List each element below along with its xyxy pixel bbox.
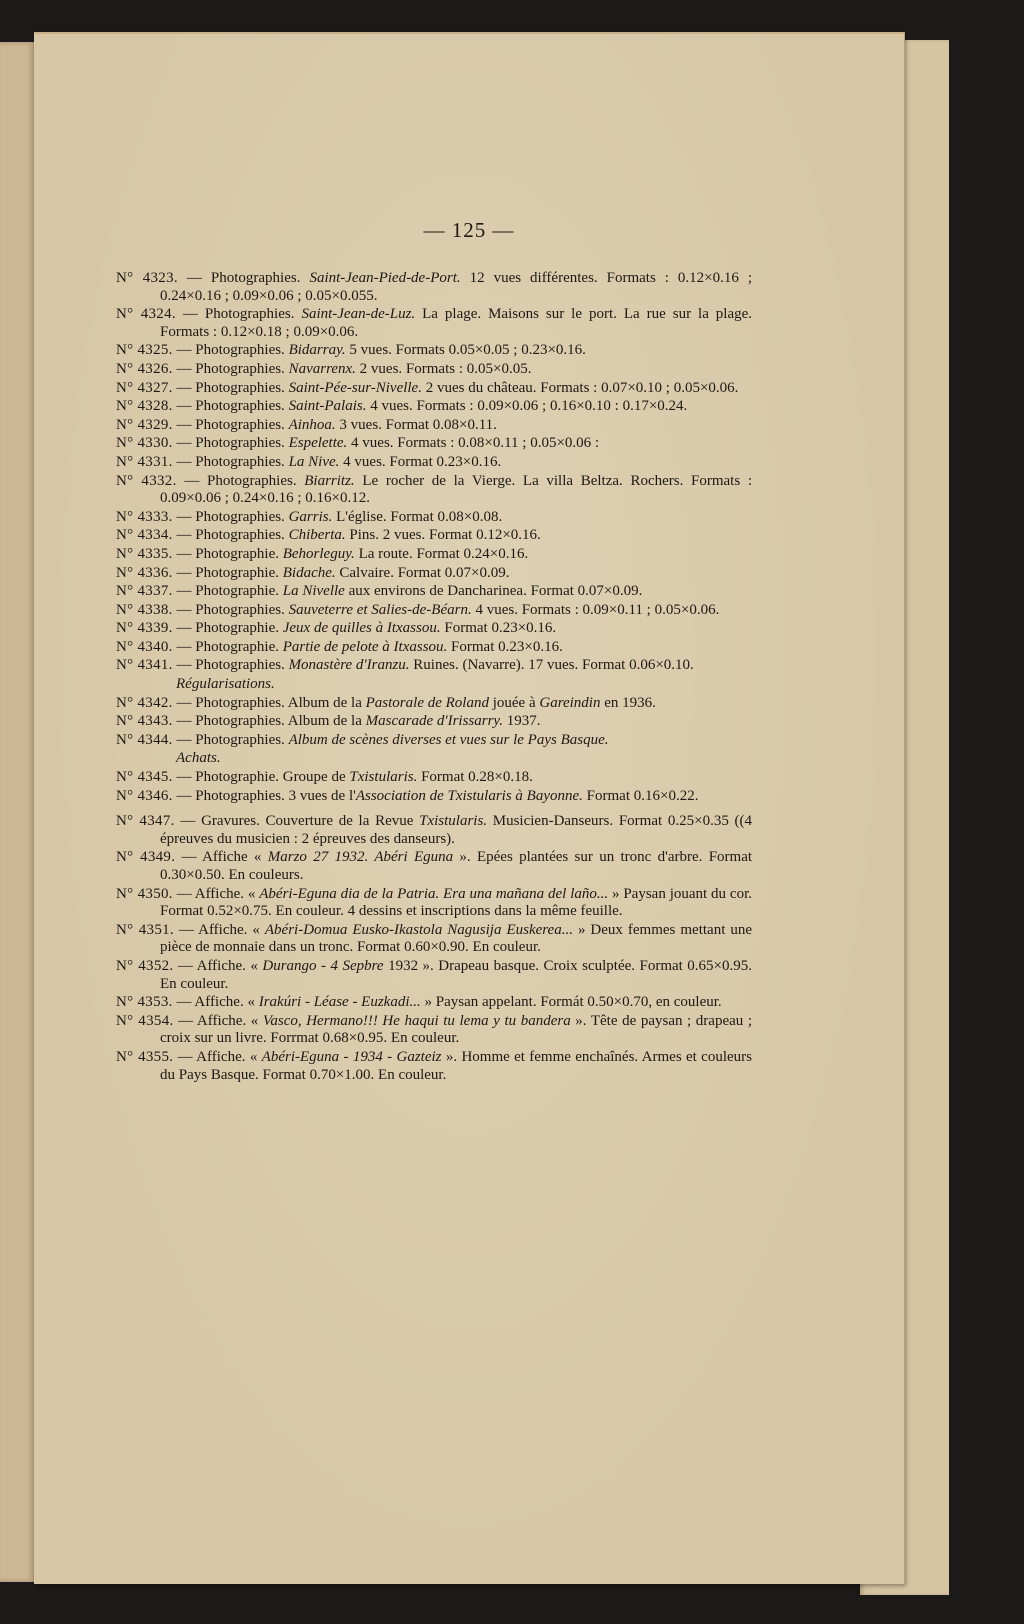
entry-title: Album de scènes diverses et vues sur le Pays Basque.: [288, 731, 609, 748]
entry-title: Abéri-Domua Eusko-Ikastola Nagusija Euskerea...: [264, 921, 573, 938]
entry-number: N° 4338.: [116, 601, 173, 618]
entry-number: N° 4355.: [116, 1048, 174, 1065]
entry-type: — Photographie.: [176, 564, 279, 581]
catalog-entry: [116, 361, 752, 379]
entry-text: «: [246, 1012, 263, 1029]
section-heading-regularisations: Régularisations.: [176, 676, 275, 693]
entry-number: N° 4347.: [116, 813, 175, 830]
catalog-entry: [116, 639, 752, 657]
entry-type: — Affiche.: [177, 957, 246, 974]
entry-title: Sauveterre et Salies-de-Béarn.: [288, 601, 472, 618]
entry-title: Mascarade d'Irissarry.: [365, 713, 504, 730]
entry-text: ». Tête de paysan ; drapeau ; croix sur un livre. Forrmat 0.68×0.95. En couleur.: [160, 1012, 753, 1047]
entry-number: N° 4337.: [116, 583, 173, 600]
catalog-entries: [116, 270, 752, 1085]
catalog-entry: [116, 527, 752, 545]
entry-text: ». Homme et femme enchaînés. Armes et couleurs du Pays Basque. Format 0.70×1.00. En couleur.: [160, 1048, 752, 1083]
entry-text: Musicien-Danseurs. Format 0.25×0.35 ((4 épreuves du musicien : 2 épreuves des danseurs).: [160, 813, 753, 847]
entry-text: «: [243, 994, 259, 1011]
entry-type: — Affiche.: [177, 1048, 246, 1065]
entry-type: — Photographies.: [186, 270, 301, 286]
entry-number: N° 4331.: [116, 453, 173, 470]
catalog-entry: [116, 732, 752, 750]
entry-title: La Nivelle: [282, 583, 345, 600]
entry-text: ». Epées plantées sur un tronc d'arbre. Format 0.30×0.50. En couleurs.: [160, 849, 753, 883]
entry-text: » Paysan jouant du cor. Format 0.52×0.75. En couleur. 4 dessins et inscriptions dans la même feuille.: [160, 885, 752, 920]
entry-text: 12 vues différentes. Formats : 0.12×0.16 ; 0.24×0.16 ; 0.09×0.06 ; 0.05×0.055.: [160, 270, 752, 304]
catalog-entry: [116, 473, 752, 508]
entry-text: 2 vues du château. Formats : 0.07×0.10 ; 0.05×0.06.: [421, 379, 739, 396]
entry-title: Bidarray.: [288, 342, 346, 359]
entry-type: — Photographies.: [176, 657, 285, 674]
entry-title: Abéri-Eguna dia de la Patria. Era una mañana del laño...: [259, 885, 609, 902]
entry-type: — Photographies.: [176, 508, 285, 525]
entry-type: — Photographies.: [176, 731, 285, 748]
entry-number: N° 4350.: [116, 885, 173, 902]
entry-number: N° 4328.: [116, 398, 173, 415]
entry-title: La Nive.: [288, 453, 340, 470]
entry-type: — Photographie.: [176, 769, 279, 786]
entry-title: Bidache.: [282, 564, 336, 581]
catalog-entry: [116, 1013, 752, 1048]
entry-type: — Photographies.: [176, 398, 285, 415]
entry-number: N° 4352.: [116, 957, 174, 974]
entry-title: Espelette.: [288, 435, 348, 452]
entry-type: — Photographies.: [176, 787, 285, 804]
entry-type: — Photographies.: [176, 601, 285, 618]
entry-type: — Photographies.: [176, 453, 285, 470]
entry-title: Gareindin: [539, 694, 601, 711]
catalog-entry: [116, 769, 752, 787]
catalog-entry: [116, 958, 752, 993]
entry-title: Ainhoa.: [288, 416, 336, 433]
catalog-entry: [116, 695, 752, 713]
entry-number: N° 4345.: [116, 769, 173, 786]
entry-text: Format 0.28×0.18.: [417, 769, 533, 786]
entry-number: N° 4346.: [116, 787, 173, 804]
entry-type: — Affiche.: [178, 1012, 247, 1029]
entry-type: — Photographies.: [176, 435, 285, 452]
entry-text: 1932 ». Drapeau basque. Croix sculptée. Format 0.65×0.95. En couleur.: [160, 957, 753, 992]
left-page-edge: [0, 42, 36, 1582]
entry-text: «: [247, 921, 265, 938]
entry-text: «: [245, 1048, 262, 1065]
entry-type: — Affiche.: [178, 921, 248, 938]
catalog-entry: [116, 509, 752, 527]
entry-title: Behorleguy.: [282, 545, 355, 562]
entry-text: Album de la: [284, 713, 366, 730]
entry-text: 2 vues. Formats : 0.05×0.05.: [355, 360, 532, 377]
entry-number: N° 4339.: [116, 620, 173, 637]
entry-text: 3 vues de l': [284, 787, 356, 804]
entry-text: Album de la: [284, 694, 366, 711]
entry-type: — Photographies.: [176, 360, 285, 377]
entry-text: La route. Format 0.24×0.16.: [354, 545, 529, 562]
catalog-entry: [116, 713, 752, 731]
entry-title: Association de Txistularis à Bayonne.: [355, 787, 583, 804]
catalog-entry: [116, 886, 752, 921]
entry-type: — Affiche: [181, 849, 248, 866]
catalog-entry: [116, 306, 752, 341]
entry-type: — Photographie.: [176, 638, 279, 655]
catalog-entry: [116, 620, 752, 638]
book-page: [34, 32, 904, 1584]
catalog-entry: [116, 583, 752, 601]
catalog-entry: [116, 922, 752, 957]
entry-title: Monastère d'Iranzu.: [288, 657, 410, 674]
entry-number: N° 4324.: [116, 306, 176, 323]
entry-number: N° 4354.: [116, 1012, 174, 1029]
entry-type: — Affiche.: [176, 994, 244, 1011]
entry-type: — Photographie.: [176, 545, 279, 562]
entry-title: Durango - 4 Sepbre: [262, 957, 384, 974]
entry-title: Irakúri - Léase - Euzkadi...: [258, 994, 421, 1011]
catalog-entry: [116, 398, 752, 416]
entry-type: — Photographies.: [176, 527, 285, 544]
entry-title: Txistularis.: [419, 813, 488, 830]
entry-title: Saint-Jean-de-Luz.: [301, 306, 416, 323]
catalog-entry: [116, 602, 752, 620]
entry-number: N° 4333.: [116, 508, 173, 525]
entry-title: Garris.: [288, 508, 333, 525]
entry-number: N° 4335.: [116, 545, 173, 562]
entry-number: N° 4342.: [116, 694, 173, 711]
entry-number: N° 4334.: [116, 527, 173, 544]
entry-text: 4 vues. Formats : 0.09×0.06 ; 0.16×0.10 : 0.17×0.24.: [366, 398, 688, 415]
entry-title: Marzo 27 1932. Abéri Eguna: [267, 849, 454, 866]
entry-number: N° 4327.: [116, 379, 173, 396]
entry-text: Le rocher de la Vierge. La villa Beltza. Rochers. Formats : 0.09×0.06 ; 0.24×0.16 ; 0.16×0.12.: [160, 472, 753, 507]
entry-title: Chiberta.: [288, 527, 346, 544]
entry-title: Saint-Palais.: [288, 398, 367, 415]
catalog-entry: [116, 788, 752, 806]
entry-number: N° 4330.: [116, 435, 173, 452]
entry-type: — Photographies.: [176, 713, 285, 730]
entry-number: N° 4351.: [116, 921, 174, 938]
entry-text: Format 0.16×0.22.: [582, 787, 699, 804]
entry-number: N° 4323.: [116, 270, 178, 286]
catalog-entry: [116, 849, 752, 884]
entry-type: — Affiche.: [176, 885, 245, 902]
catalog-entry: [116, 454, 752, 472]
catalog-entry: [116, 270, 752, 305]
entry-number: N° 4341.: [116, 657, 173, 674]
entry-number: N° 4332.: [116, 472, 177, 489]
entry-title: Saint-Jean-Pied-de-Port.: [309, 270, 461, 286]
entry-type: — Photographie.: [176, 620, 279, 637]
entry-type: — Photographies.: [176, 694, 285, 711]
entry-type: — Gravures.: [180, 813, 260, 830]
entry-title: Biarritz.: [304, 472, 355, 489]
entry-text: Pins. 2 vues. Format 0.12×0.16.: [345, 527, 541, 544]
entry-number: N° 4349.: [116, 849, 176, 866]
entry-title: Vasco, Hermano!!! He haqui tu lema y tu bandera: [262, 1012, 571, 1029]
entry-text: 4 vues. Formats : 0.08×0.11 ; 0.05×0.06 :: [347, 435, 600, 452]
catalog-entry: [116, 435, 752, 453]
entry-number: N° 4343.: [116, 713, 173, 730]
entry-text: «: [245, 957, 263, 974]
entry-title: Jeux de quilles à Itxassou.: [282, 620, 441, 637]
entry-text: » Deux femmes mettant une pièce de monnaie dans un tronc. Format 0.60×0.90. En couleur.: [160, 921, 752, 956]
entry-type: — Photographies.: [182, 306, 295, 323]
catalog-entry: [116, 994, 752, 1012]
entry-type: — Photographies.: [176, 342, 285, 359]
section-heading-achats: Achats.: [176, 750, 221, 767]
entry-number: N° 4329.: [116, 416, 173, 433]
catalog-entry: [116, 380, 752, 398]
entry-number: N° 4340.: [116, 638, 173, 655]
entry-text: Groupe de: [278, 769, 350, 786]
entry-text: Ruines. (Navarre). 17 vues. Format 0.06×0.10.: [409, 657, 694, 674]
entry-text: La plage. Maisons sur le port. La rue sur la plage. Formats : 0.12×0.18 ; 0.09×0.06.: [160, 306, 753, 340]
entry-title: Navarrenx.: [288, 360, 356, 377]
catalog-entry: [116, 657, 752, 675]
entry-text: 4 vues. Format 0.23×0.16.: [339, 453, 502, 470]
entry-text: Format 0.23×0.16.: [447, 638, 563, 655]
catalog-entry: [116, 565, 752, 583]
entry-title: Abéri-Eguna - 1934 - Gazteiz: [261, 1048, 442, 1065]
catalog-entry: [116, 342, 752, 360]
page-number: — 125 —: [423, 218, 515, 242]
entry-type: — Photographie.: [176, 583, 279, 600]
entry-type: — Photographies.: [184, 472, 297, 489]
entry-title: Partie de pelote à Itxassou.: [282, 638, 448, 655]
entry-text: 5 vues. Formats 0.05×0.05 ; 0.23×0.16.: [345, 342, 586, 359]
catalog-entry: [116, 813, 752, 848]
entry-number: N° 4353.: [116, 994, 173, 1011]
entry-text: Couverture de la Revue: [259, 813, 420, 830]
entry-text: 1937.: [503, 713, 541, 730]
entry-text: Calvaire. Format 0.07×0.09.: [335, 564, 510, 581]
entry-number: N° 4344.: [116, 731, 173, 748]
entry-title: Saint-Pée-sur-Nivelle.: [288, 379, 422, 396]
entry-text: «: [244, 885, 260, 902]
entry-number: N° 4326.: [116, 360, 173, 377]
entry-text: 4 vues. Formats : 0.09×0.11 ; 0.05×0.06.: [471, 601, 720, 618]
entry-text: 3 vues. Format 0.08×0.11.: [335, 416, 497, 433]
entry-title: Pastorale de Roland: [365, 694, 489, 711]
entry-number: N° 4336.: [116, 564, 173, 581]
entry-text: aux environs de Dancharinea. Format 0.07×0.09.: [344, 583, 643, 600]
entry-type: — Photographies.: [176, 416, 285, 433]
entry-text: «: [247, 849, 268, 866]
entry-title: Txistularis.: [349, 769, 418, 786]
catalog-entry: [116, 546, 752, 564]
entry-text: Format 0.23×0.16.: [440, 620, 557, 637]
entry-text: L'église. Format 0.08×0.08.: [332, 508, 503, 525]
entry-type: — Photographies.: [176, 379, 285, 396]
catalog-entry: [116, 1049, 752, 1084]
entry-text: en 1936.: [600, 694, 656, 711]
catalog-entry: [116, 417, 752, 435]
entry-text: jouée à: [488, 694, 540, 711]
entry-text: » Paysan appelant. Formát 0.50×0.70, en couleur.: [420, 994, 722, 1011]
entry-number: N° 4325.: [116, 342, 173, 359]
